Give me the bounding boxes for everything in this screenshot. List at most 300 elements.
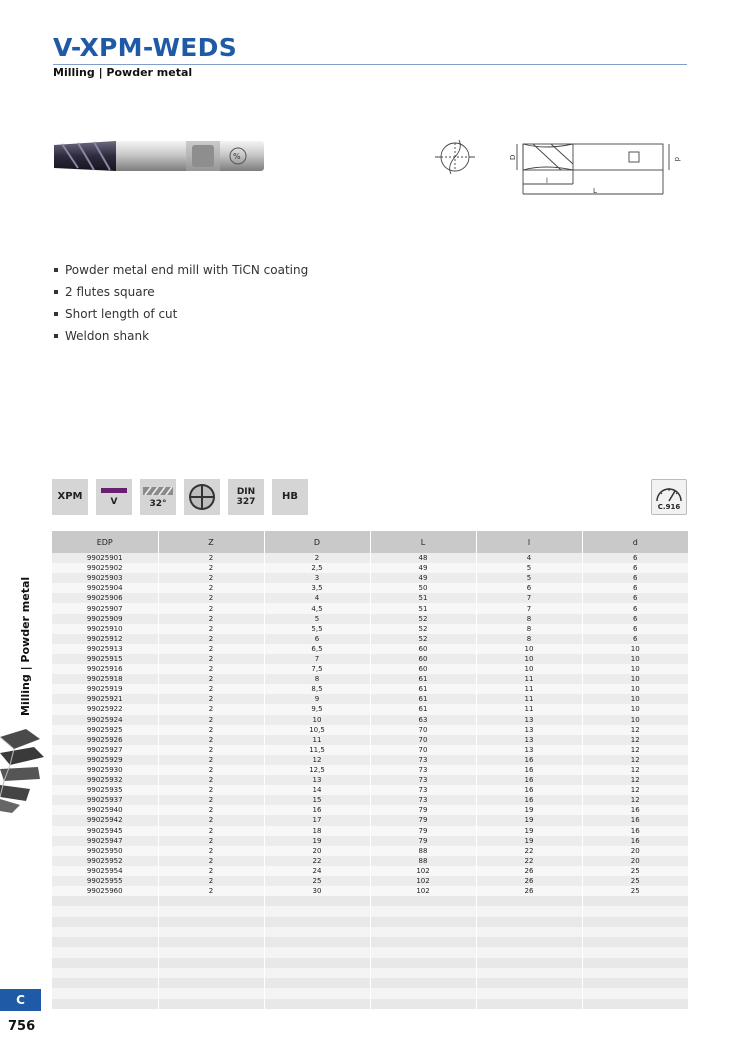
table-row <box>52 785 688 795</box>
table-cell <box>52 999 158 1009</box>
table-cell <box>476 988 582 998</box>
table-row <box>52 614 688 624</box>
table-cell: 6,5 <box>264 644 370 654</box>
table-cell: 2 <box>158 755 264 765</box>
table-cell: 70 <box>370 735 476 745</box>
table-body <box>52 553 688 1009</box>
table-cell <box>476 978 582 988</box>
table-cell: 73 <box>370 765 476 775</box>
empty-table-row <box>52 906 688 916</box>
table-row <box>52 573 688 583</box>
table-cell <box>582 947 688 957</box>
table-cell <box>158 958 264 968</box>
table-cell: 8 <box>264 674 370 684</box>
table-cell: 10 <box>582 654 688 664</box>
table-cell: 99025901 <box>52 553 158 563</box>
table-cell <box>158 937 264 947</box>
table-row <box>52 826 688 836</box>
table-cell: 6 <box>582 583 688 593</box>
table-cell: 9 <box>264 694 370 704</box>
table-cell: 20 <box>582 846 688 856</box>
table-cell: 6 <box>582 603 688 613</box>
table-cell: 19 <box>476 826 582 836</box>
table-cell: 5,5 <box>264 624 370 634</box>
table-cell <box>476 906 582 916</box>
side-section-label: Milling | Powder metal <box>19 576 32 716</box>
table-cell: 51 <box>370 593 476 603</box>
table-cell: 12 <box>582 775 688 785</box>
table-cell: 99025916 <box>52 664 158 674</box>
table-cell: 13 <box>476 745 582 755</box>
table-cell <box>370 958 476 968</box>
table-cell: 79 <box>370 815 476 825</box>
table-cell: 2 <box>158 684 264 694</box>
table-row <box>52 836 688 846</box>
table-cell: 2 <box>158 614 264 624</box>
table-cell <box>52 978 158 988</box>
table-row <box>52 815 688 825</box>
table-cell: 4 <box>264 593 370 603</box>
dim-L-label: L <box>593 187 597 195</box>
table-row <box>52 634 688 644</box>
table-cell <box>582 896 688 906</box>
table-cell: 16 <box>264 805 370 815</box>
table-cell <box>158 927 264 937</box>
table-cell: 73 <box>370 795 476 805</box>
table-cell: 102 <box>370 866 476 876</box>
table-cell <box>582 999 688 1009</box>
table-cell: 99025913 <box>52 644 158 654</box>
table-row <box>52 876 688 886</box>
table-row <box>52 795 688 805</box>
table-cell: 99025922 <box>52 704 158 714</box>
table-cell <box>370 927 476 937</box>
table-cell: 7 <box>476 593 582 603</box>
table-cell: 2 <box>158 836 264 846</box>
hardness-gauge-icon: C.916 <box>651 479 687 515</box>
table-cell <box>370 896 476 906</box>
table-cell: 19 <box>476 836 582 846</box>
table-row <box>52 846 688 856</box>
table-cell <box>370 937 476 947</box>
table-header-row <box>52 531 688 553</box>
table-cell: 7,5 <box>264 664 370 674</box>
table-cell: 2 <box>158 876 264 886</box>
table-cell <box>52 968 158 978</box>
table-cell: 2 <box>158 856 264 866</box>
empty-table-row <box>52 937 688 947</box>
table-cell <box>158 906 264 916</box>
table-cell: 2,5 <box>264 563 370 573</box>
feature-item: Powder metal end mill with TiCN coating <box>53 262 308 284</box>
column-header: L <box>370 531 476 553</box>
table-cell: 99025950 <box>52 846 158 856</box>
table-cell <box>264 937 370 947</box>
table-cell: 19 <box>264 836 370 846</box>
table-cell: 99025952 <box>52 856 158 866</box>
table-cell: 10 <box>582 715 688 725</box>
table-cell: 2 <box>158 694 264 704</box>
table-cell: 7 <box>264 654 370 664</box>
table-cell: 99025940 <box>52 805 158 815</box>
table-row <box>52 735 688 745</box>
table-cell: 50 <box>370 583 476 593</box>
table-cell: 12 <box>582 795 688 805</box>
table-cell: 11 <box>476 674 582 684</box>
section-tab: C <box>0 989 41 1011</box>
table-cell <box>158 999 264 1009</box>
page-number: 756 <box>8 1019 36 1034</box>
feature-item: Weldon shank <box>53 328 308 350</box>
table-cell <box>264 917 370 927</box>
table-cell: 52 <box>370 624 476 634</box>
table-cell: 2 <box>158 704 264 714</box>
table-cell: 99025924 <box>52 715 158 725</box>
table-row <box>52 644 688 654</box>
table-cell: 79 <box>370 826 476 836</box>
table-cell: 99025907 <box>52 603 158 613</box>
table-row <box>52 684 688 694</box>
dim-D-label: D <box>509 154 517 160</box>
table-cell <box>582 968 688 978</box>
table-cell: 99025929 <box>52 755 158 765</box>
table-cell <box>370 978 476 988</box>
table-cell: 88 <box>370 856 476 866</box>
table-row <box>52 553 688 563</box>
table-row <box>52 704 688 714</box>
table-cell: 11 <box>476 704 582 714</box>
milling-cutter-graphic <box>0 727 44 813</box>
table-cell: 6 <box>264 634 370 644</box>
table-cell: 26 <box>476 866 582 876</box>
end-view-icon <box>435 140 475 174</box>
table-cell: 2 <box>158 886 264 896</box>
table-cell: 12 <box>582 765 688 775</box>
empty-table-row <box>52 978 688 988</box>
table-cell: 2 <box>158 654 264 664</box>
table-cell: 8 <box>476 624 582 634</box>
table-cell: 20 <box>582 856 688 866</box>
table-cell: 25 <box>264 876 370 886</box>
table-cell: 19 <box>476 815 582 825</box>
column-header: D <box>264 531 370 553</box>
table-row <box>52 624 688 634</box>
table-cell: 8 <box>476 614 582 624</box>
table-cell: 6 <box>582 563 688 573</box>
din-standard-icon: DIN 327 <box>228 479 264 515</box>
table-cell: 2 <box>158 624 264 634</box>
empty-table-row <box>52 999 688 1009</box>
table-cell: 25 <box>582 876 688 886</box>
table-row <box>52 775 688 785</box>
table-cell: 2 <box>158 805 264 815</box>
table-cell <box>582 937 688 947</box>
table-cell: 22 <box>476 846 582 856</box>
table-cell: 99025904 <box>52 583 158 593</box>
table-cell: 5 <box>264 614 370 624</box>
table-cell: 30 <box>264 886 370 896</box>
page-title: V-XPM-WEDS <box>53 33 238 62</box>
table-cell: 10 <box>582 644 688 654</box>
table-cell <box>370 988 476 998</box>
column-header: l <box>476 531 582 553</box>
table-row <box>52 715 688 725</box>
table-cell: 99025921 <box>52 694 158 704</box>
table-cell: 99025960 <box>52 886 158 896</box>
table-cell: 102 <box>370 876 476 886</box>
table-row <box>52 725 688 735</box>
page-subtitle: Milling | Powder metal <box>53 66 193 79</box>
table-cell: 5 <box>476 573 582 583</box>
table-cell <box>476 896 582 906</box>
table-cell: 10 <box>582 704 688 714</box>
table-cell <box>264 978 370 988</box>
coating-icon: V <box>96 479 132 515</box>
table-cell <box>264 906 370 916</box>
table-cell: 99025918 <box>52 674 158 684</box>
table-cell: 2 <box>158 795 264 805</box>
table-cell: 10 <box>582 694 688 704</box>
table-cell <box>52 906 158 916</box>
table-cell <box>52 947 158 957</box>
table-cell <box>158 988 264 998</box>
table-cell: 99025955 <box>52 876 158 886</box>
table-cell: 22 <box>264 856 370 866</box>
table-cell: 49 <box>370 573 476 583</box>
table-cell: 7 <box>476 603 582 613</box>
table-cell <box>582 927 688 937</box>
table-cell: 11 <box>476 694 582 704</box>
table-cell: 26 <box>476 886 582 896</box>
table-cell <box>370 999 476 1009</box>
table-row <box>52 603 688 613</box>
feature-item: 2 flutes square <box>53 284 308 306</box>
table-cell: 61 <box>370 704 476 714</box>
table-cell: 8,5 <box>264 684 370 694</box>
table-row <box>52 866 688 876</box>
table-cell <box>264 999 370 1009</box>
table-cell: 73 <box>370 755 476 765</box>
table-cell: 70 <box>370 725 476 735</box>
table-cell: 6 <box>582 624 688 634</box>
table-cell: 99025945 <box>52 826 158 836</box>
table-row <box>52 694 688 704</box>
table-cell <box>264 896 370 906</box>
material-icon: XPM <box>52 479 88 515</box>
table-cell: 99025954 <box>52 866 158 876</box>
table-cell: 48 <box>370 553 476 563</box>
table-cell: 6 <box>582 614 688 624</box>
table-cell: 60 <box>370 644 476 654</box>
table-cell: 3,5 <box>264 583 370 593</box>
table-cell: 5 <box>476 563 582 573</box>
table-cell: 16 <box>476 765 582 775</box>
table-cell: 25 <box>582 866 688 876</box>
table-cell <box>476 937 582 947</box>
table-cell <box>264 988 370 998</box>
table-cell: 70 <box>370 745 476 755</box>
table-cell <box>370 947 476 957</box>
table-cell: 2 <box>158 715 264 725</box>
empty-table-row <box>52 927 688 937</box>
table-cell: 2 <box>158 785 264 795</box>
svg-text:%: % <box>233 152 241 161</box>
table-cell: 52 <box>370 634 476 644</box>
table-cell: 2 <box>158 563 264 573</box>
table-cell: 79 <box>370 805 476 815</box>
table-cell: 17 <box>264 815 370 825</box>
table-cell: 12,5 <box>264 765 370 775</box>
table-cell <box>582 917 688 927</box>
dimensions-table <box>52 531 688 1009</box>
table-cell: 13 <box>476 715 582 725</box>
table-cell: 13 <box>476 725 582 735</box>
table-cell: 2 <box>158 593 264 603</box>
table-cell <box>476 947 582 957</box>
table-cell: 2 <box>158 735 264 745</box>
table-cell: 73 <box>370 785 476 795</box>
table-cell: 19 <box>476 805 582 815</box>
table-cell: 60 <box>370 654 476 664</box>
table-cell: 16 <box>582 815 688 825</box>
table-cell <box>264 968 370 978</box>
column-header: d <box>582 531 688 553</box>
table-cell <box>52 958 158 968</box>
table-cell: 99025930 <box>52 765 158 775</box>
empty-table-row <box>52 988 688 998</box>
table-cell: 3 <box>264 573 370 583</box>
table-cell: 10 <box>582 684 688 694</box>
table-cell: 12 <box>582 785 688 795</box>
table-cell: 51 <box>370 603 476 613</box>
technical-drawing <box>433 130 695 202</box>
title-rule <box>53 64 687 65</box>
table-cell: 24 <box>264 866 370 876</box>
table-cell: 9,5 <box>264 704 370 714</box>
table-cell <box>370 906 476 916</box>
end-mill-image <box>52 138 267 174</box>
table-row <box>52 755 688 765</box>
table-cell: 2 <box>158 583 264 593</box>
column-header: Z <box>158 531 264 553</box>
table-cell: 102 <box>370 886 476 896</box>
table-cell: 2 <box>158 553 264 563</box>
table-cell <box>370 968 476 978</box>
table-row <box>52 654 688 664</box>
table-cell: 2 <box>158 826 264 836</box>
table-cell: 13 <box>264 775 370 785</box>
table-cell: 99025903 <box>52 573 158 583</box>
table-cell: 2 <box>158 573 264 583</box>
table-cell: 61 <box>370 694 476 704</box>
table-cell <box>52 988 158 998</box>
column-header: EDP <box>52 531 158 553</box>
table-cell: 10 <box>476 664 582 674</box>
empty-table-row <box>52 947 688 957</box>
table-cell: 99025909 <box>52 614 158 624</box>
table-cell: 60 <box>370 664 476 674</box>
table-row <box>52 593 688 603</box>
table-cell: 52 <box>370 614 476 624</box>
table-row <box>52 856 688 866</box>
table-cell: 12 <box>582 745 688 755</box>
table-cell <box>582 978 688 988</box>
table-cell <box>370 917 476 927</box>
table-cell: 10 <box>476 654 582 664</box>
table-cell: 61 <box>370 684 476 694</box>
table-cell <box>158 968 264 978</box>
table-cell <box>158 896 264 906</box>
table-cell: 12 <box>582 735 688 745</box>
table-row <box>52 745 688 755</box>
table-cell <box>158 917 264 927</box>
helix-angle-icon: 32° <box>140 479 176 515</box>
table-row <box>52 583 688 593</box>
table-cell: 22 <box>476 856 582 866</box>
table-cell <box>582 988 688 998</box>
table-cell <box>476 917 582 927</box>
helix-stripes-icon <box>143 486 173 496</box>
table-cell: 12 <box>582 755 688 765</box>
table-cell <box>264 927 370 937</box>
table-cell: 2 <box>158 775 264 785</box>
table-cell: 2 <box>158 603 264 613</box>
table-cell: 99025947 <box>52 836 158 846</box>
table-cell <box>52 927 158 937</box>
table-cell: 12 <box>582 725 688 735</box>
table-row <box>52 674 688 684</box>
table-cell: 2 <box>158 815 264 825</box>
table-cell: 6 <box>582 634 688 644</box>
square-end-icon <box>184 479 220 515</box>
empty-table-row <box>52 958 688 968</box>
table-cell: 8 <box>476 634 582 644</box>
table-cell: 12 <box>264 755 370 765</box>
table-cell: 88 <box>370 846 476 856</box>
table-cell: 4 <box>476 553 582 563</box>
table-cell: 79 <box>370 836 476 846</box>
table-cell: 99025915 <box>52 654 158 664</box>
table-cell: 61 <box>370 674 476 684</box>
table-cell <box>582 906 688 916</box>
table-cell <box>476 927 582 937</box>
empty-table-row <box>52 896 688 906</box>
table-cell: 4,5 <box>264 603 370 613</box>
empty-table-row <box>52 968 688 978</box>
table-cell: 63 <box>370 715 476 725</box>
table-cell: 6 <box>582 593 688 603</box>
table-cell: 99025925 <box>52 725 158 735</box>
shank-type-icon: HB <box>272 479 308 515</box>
table-cell: 99025906 <box>52 593 158 603</box>
empty-table-row <box>52 917 688 927</box>
table-cell: 99025942 <box>52 815 158 825</box>
table-cell: 99025926 <box>52 735 158 745</box>
table-cell: 16 <box>476 755 582 765</box>
table-cell <box>582 958 688 968</box>
table-cell: 6 <box>476 583 582 593</box>
feature-list <box>53 262 308 350</box>
table-cell <box>476 958 582 968</box>
table-cell <box>52 937 158 947</box>
table-cell: 16 <box>582 836 688 846</box>
table-cell <box>264 958 370 968</box>
table-cell: 13 <box>476 735 582 745</box>
table-cell <box>476 999 582 1009</box>
table-cell: 16 <box>582 805 688 815</box>
table-row <box>52 765 688 775</box>
table-row <box>52 805 688 815</box>
